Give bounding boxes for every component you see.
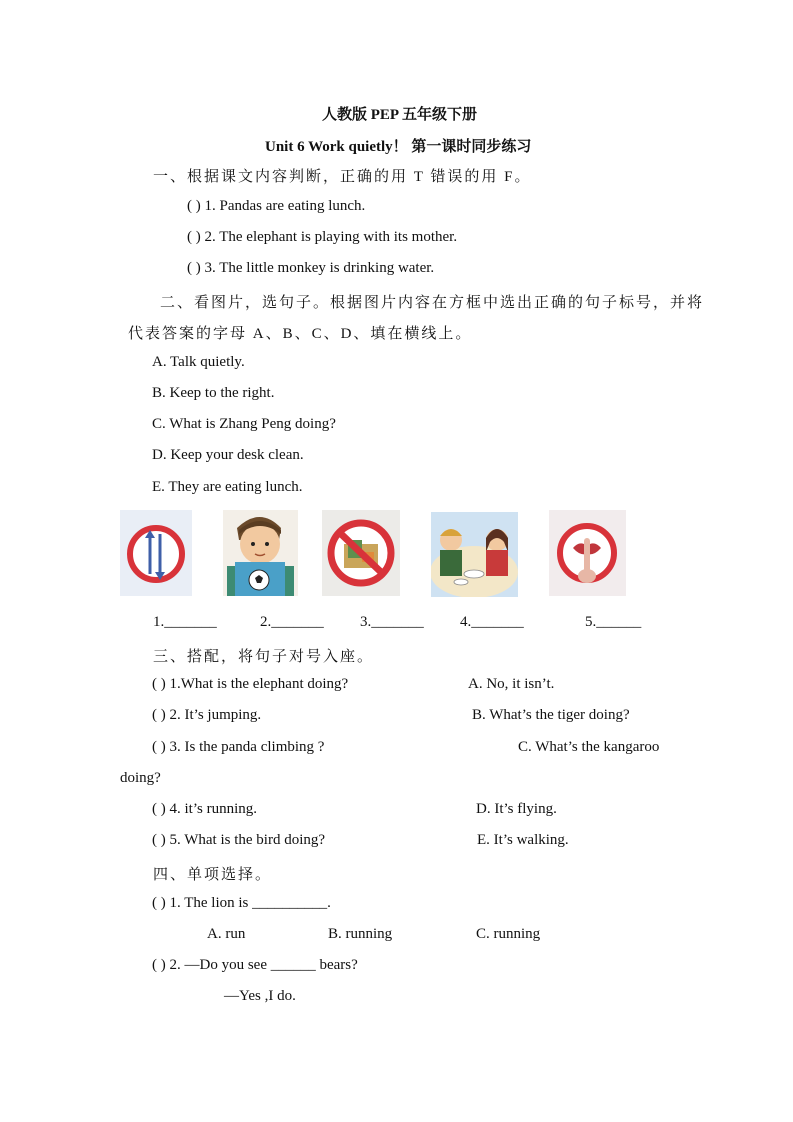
boy-reading-icon	[223, 510, 298, 596]
section1-item: ( ) 3. The little monkey is drinking water.	[187, 260, 435, 276]
no-mess-desk-sign-icon	[322, 510, 400, 596]
section4-heading: 四、单项选择。	[153, 867, 273, 883]
section1-heading: 一、根据课文内容判断，正确的用 T 错误的用 F。	[153, 169, 532, 185]
match-left-2: ( ) 2. It’s jumping.	[152, 707, 262, 723]
match-right-5: E. It’s walking.	[477, 832, 569, 848]
match-left-4: ( ) 4. it’s running.	[152, 801, 257, 817]
question-1-option-a: A. run	[207, 926, 246, 942]
answer-blank-4[interactable]: 4._______	[460, 614, 524, 630]
match-right-3-wrap: doing?	[120, 770, 161, 786]
option-b: B. Keep to the right.	[152, 385, 275, 401]
section2-heading: 二、看图片，选句子。根据图片内容在方框中选出正确的句子标号，并将	[160, 295, 705, 311]
section3-heading: 三、搭配，将句子对号入座。	[153, 649, 375, 665]
answer-blank-1[interactable]: 1._______	[153, 614, 217, 630]
section1-item: ( ) 2. The elephant is playing with its mother.	[187, 229, 458, 245]
section2-heading-cont: 代表答案的字母 A、B、C、D、填在横线上。	[128, 326, 473, 342]
match-right-3: C. What’s the kangaroo	[518, 739, 660, 755]
children-eating-lunch-icon	[431, 512, 518, 597]
option-c: C. What is Zhang Peng doing?	[152, 416, 336, 432]
page-subtitle: Unit 6 Work quietly！ 第一课时同步练习	[265, 139, 532, 155]
match-right-2: B. What’s the tiger doing?	[472, 707, 630, 723]
option-d: D. Keep your desk clean.	[152, 447, 304, 463]
match-left-5: ( ) 5. What is the bird doing?	[152, 832, 326, 848]
answer-blank-3[interactable]: 3._______	[360, 614, 424, 630]
keep-right-sign-icon	[120, 510, 192, 596]
option-e: E. They are eating lunch.	[152, 479, 303, 495]
answer-blank-2[interactable]: 2._______	[260, 614, 324, 630]
match-left-3: ( ) 3. Is the panda climbing ?	[152, 739, 325, 755]
section1-item: ( ) 1. Pandas are eating lunch.	[187, 198, 366, 214]
question-1-option-b: B. running	[328, 926, 393, 942]
question-1-stem: ( ) 1. The lion is __________.	[152, 895, 331, 911]
page-title: 人教版 PEP 五年级下册	[322, 107, 478, 123]
match-right-1: A. No, it isn’t.	[468, 676, 555, 692]
match-left-1: ( ) 1.What is the elephant doing?	[152, 676, 349, 692]
question-2-stem: ( ) 2. —Do you see ______ bears?	[152, 957, 358, 973]
match-right-4: D. It’s flying.	[476, 801, 557, 817]
talk-quietly-sign-icon	[549, 510, 626, 596]
option-a: A. Talk quietly.	[152, 354, 245, 370]
question-1-option-c: C. running	[476, 926, 541, 942]
question-2-answer: —Yes ,I do.	[224, 988, 296, 1004]
answer-blank-5[interactable]: 5.______	[585, 614, 642, 630]
